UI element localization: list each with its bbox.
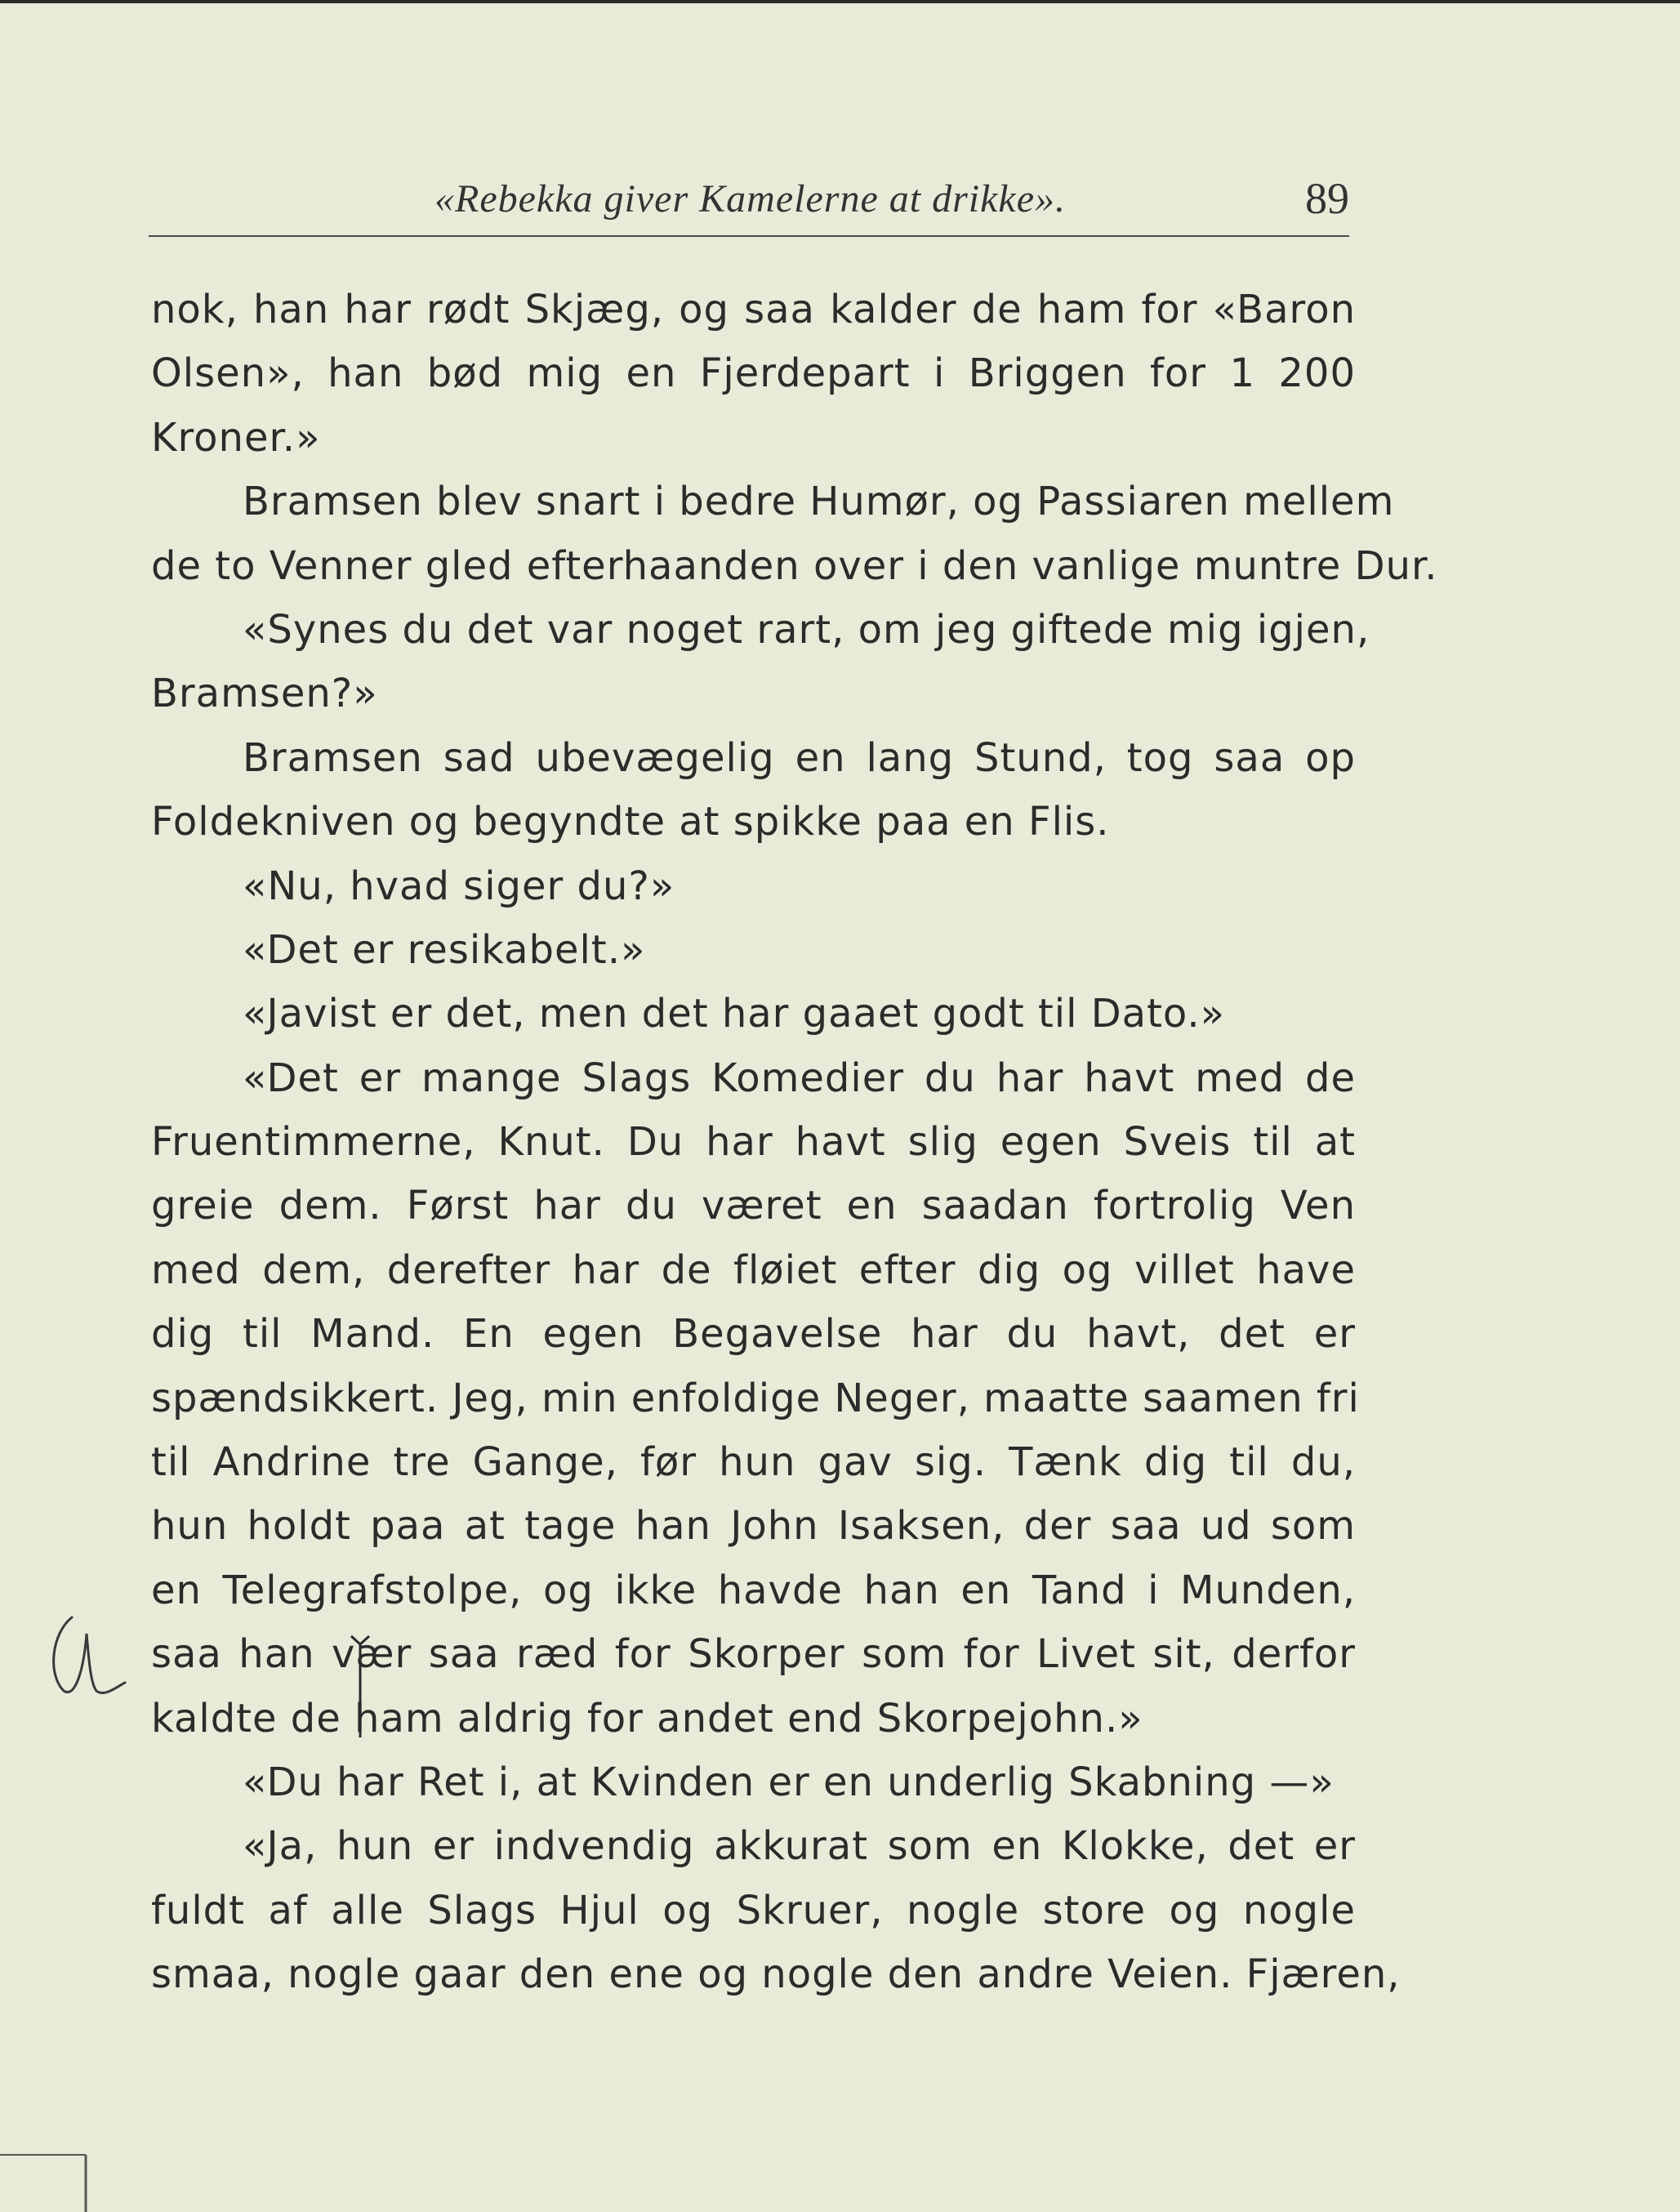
text-line: dig til Mand. En egen Begavelse har du havt, det er [151, 1311, 1356, 1358]
header-rule [149, 235, 1349, 237]
text-line: «Du har Ret i, at Kvinden er en underlig Skabning —» [243, 1759, 1335, 1805]
text-line: Kroner.» [151, 414, 321, 461]
handwritten-margin-note [39, 1601, 129, 1715]
text-line: med dem, derefter har de fløiet efter dig og villet have [151, 1246, 1356, 1293]
text-line: saa han vær saa ræd for Skorper som for Livet sit, derfor [151, 1631, 1356, 1678]
text-line: «Nu, hvad siger du?» [243, 863, 675, 909]
text-line: «Synes du det var noget rart, om jeg giftede mig igjen, [243, 606, 1370, 653]
text-line: til Andrine tre Gange, før hun gav sig. Tænk dig til du, [151, 1439, 1356, 1486]
text-line: «Det er resikabelt.» [243, 926, 646, 973]
body-text [151, 278, 1438, 2007]
text-line: Bramsen blev snart i bedre Humør, og Passiaren mellem [243, 479, 1395, 525]
correction-stroke [348, 1630, 372, 1744]
text-line: smaa, nogle gaar den ene og nogle den andre Veien. Fjæren, [151, 1951, 1401, 1998]
text-line: Bramsen sad ubevægelig en lang Stund, tog saa op [243, 734, 1356, 781]
text-line: fuldt af alle Slags Hjul og Skruer, nogle store og nogle [151, 1887, 1356, 1933]
text-line: greie dem. Først har du været en saadan fortrolig Ven [151, 1183, 1356, 1229]
text-line: de to Venner gled efterhaanden over i den vanlige muntre Dur. [151, 542, 1438, 589]
text-line: «Ja, hun er indvendig akkurat som en Klokke, det er [243, 1823, 1356, 1870]
page-header [149, 168, 1349, 234]
page-number: 89 [1305, 174, 1349, 223]
text-line: spændsikkert. Jeg, min enfoldige Neger, maatte saamen fri [151, 1375, 1360, 1421]
text-line: nok, han har rødt Skjæg, og saa kalder de ham for «Baron [151, 287, 1356, 332]
running-title: «Rebekka giver Kamelerne at drikke». [434, 177, 1067, 221]
text-line: «Det er mange Slags Komedier du har havt med de [243, 1055, 1356, 1101]
text-line: Foldekniven og begyndte at spikke paa en Flis. [151, 799, 1110, 845]
text-line: Fruentimmerne, Knut. Du har havt slig egen Sveis til at [151, 1119, 1356, 1166]
text-line: «Javist er det, men det har gaaet godt til Dato.» [243, 991, 1226, 1037]
text-line: kaldte de ham aldrig for andet end Skorpejohn.» [151, 1695, 1143, 1742]
page-top-edge [0, 0, 1680, 3]
scan-corner-mark [0, 2148, 98, 2212]
text-line: en Telegrafstolpe, og ikke havde han en Tand i Munden, [151, 1567, 1356, 1613]
text-line: Olsen», han bød mig en Fjerdepart i Briggen for 1 200 [151, 350, 1356, 397]
text-line: hun holdt paa at tage han John Isaksen, der saa ud som [151, 1503, 1356, 1550]
text-line: Bramsen?» [151, 671, 378, 717]
